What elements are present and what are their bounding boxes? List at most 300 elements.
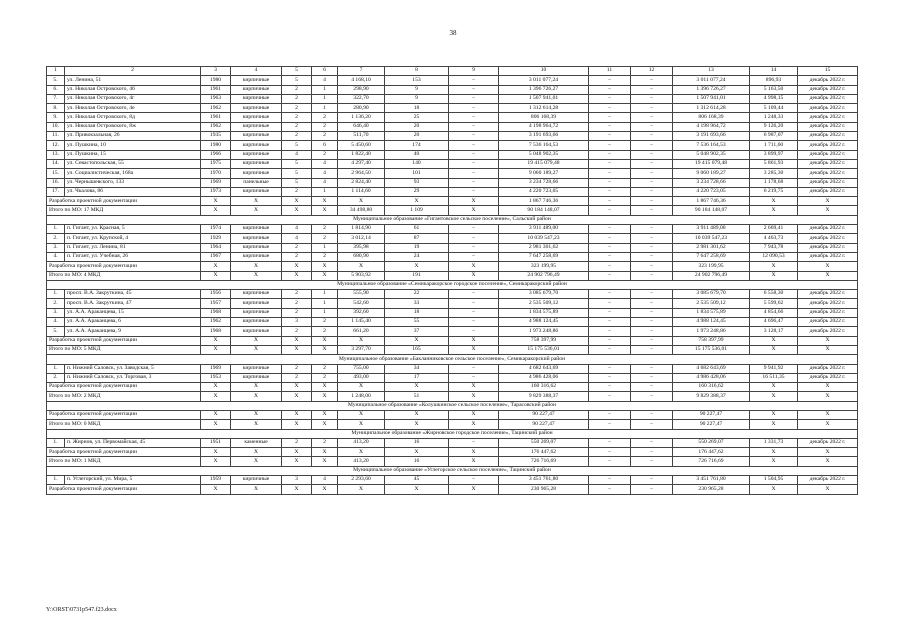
table-cell: 1 109 bbox=[385, 206, 449, 215]
table-cell: 4 bbox=[282, 225, 312, 234]
table-cell: 5 bbox=[282, 141, 312, 150]
table-cell: 4 988 124,45 bbox=[499, 318, 589, 327]
table-cell: 4 bbox=[312, 159, 338, 168]
table-cell: – bbox=[631, 410, 673, 419]
row-number: 3. bbox=[47, 243, 65, 252]
column-number: 8 bbox=[385, 67, 449, 76]
table-cell: X bbox=[798, 392, 858, 401]
table-cell: 3 451 761,80 bbox=[499, 476, 589, 485]
table-cell: X bbox=[231, 345, 282, 354]
table-cell: 90 227,47 bbox=[673, 410, 750, 419]
table-cell: 2 bbox=[312, 364, 338, 373]
table-cell: 3 085 679,70 bbox=[499, 290, 589, 299]
table-cell: 3 128,17 bbox=[750, 327, 798, 336]
section-title: Муниципальное образование «Колушкинское сельское поселение», Тарасовский район bbox=[47, 401, 858, 410]
table-cell: X bbox=[231, 457, 282, 466]
table-cell: 2 981 301,62 bbox=[499, 243, 589, 252]
table-cell: 93 bbox=[385, 178, 449, 187]
table-cell: – bbox=[589, 410, 631, 419]
table-cell: кирпичные bbox=[231, 252, 282, 261]
table-cell: X bbox=[798, 420, 858, 429]
section-title: Муниципальное образование «Жирновское городское поселение», Тацинский район bbox=[47, 429, 858, 438]
table-cell: X bbox=[449, 448, 499, 457]
table-cell: – bbox=[631, 438, 673, 447]
table-cell: 18 bbox=[385, 104, 449, 113]
table-cell: – bbox=[449, 178, 499, 187]
table-cell: 4 988 124,45 bbox=[673, 318, 750, 327]
table-cell: 90 227,47 bbox=[673, 420, 750, 429]
table-cell: – bbox=[589, 336, 631, 345]
row-number: 5. bbox=[47, 327, 65, 336]
table-row bbox=[47, 225, 858, 234]
address-cell: п. Нижний Саловск, ул. Заводская, 5 bbox=[65, 364, 201, 373]
table-cell: 806 168,39 bbox=[673, 113, 750, 122]
table-cell: 45 bbox=[385, 476, 449, 485]
table-cell: 1 bbox=[312, 243, 338, 252]
table-cell: – bbox=[589, 197, 631, 206]
table-cell: 4 682 643,69 bbox=[673, 364, 750, 373]
table-cell: 2 bbox=[282, 299, 312, 308]
table-cell: 6 219,75 bbox=[750, 187, 798, 196]
table-cell: X bbox=[312, 336, 338, 345]
table-cell: 726 716,69 bbox=[499, 457, 589, 466]
table-cell: 280,90 bbox=[338, 104, 385, 113]
table-cell: 2 bbox=[312, 113, 338, 122]
summary-row bbox=[47, 271, 858, 280]
table-cell: 1 507 941,01 bbox=[499, 94, 589, 103]
table-row bbox=[47, 364, 858, 373]
table-cell: X bbox=[282, 336, 312, 345]
summary-row bbox=[47, 410, 858, 419]
table-cell: 3 911 489,00 bbox=[499, 225, 589, 234]
table-cell: – bbox=[631, 383, 673, 392]
table-cell: 1 867 746,36 bbox=[673, 197, 750, 206]
table-cell: 550 269,07 bbox=[499, 438, 589, 447]
table-cell: – bbox=[631, 262, 673, 271]
table-cell: 896,93 bbox=[750, 76, 798, 85]
summary-label: Итого по МО: 5 МКД bbox=[47, 345, 201, 354]
table-cell: кирпичные bbox=[231, 113, 282, 122]
table-cell: 10 039 547,23 bbox=[499, 234, 589, 243]
table-cell: X bbox=[201, 271, 231, 280]
table-cell: – bbox=[449, 318, 499, 327]
table-cell: X bbox=[282, 457, 312, 466]
table-cell: 7 943,78 bbox=[750, 243, 798, 252]
table-cell: 1 136,20 bbox=[338, 113, 385, 122]
table-cell: X bbox=[750, 197, 798, 206]
address-cell: ул. Николая Островского, 46 bbox=[65, 85, 201, 94]
table-cell: X bbox=[449, 485, 499, 494]
address-cell: ул. Привокзальная, 26 bbox=[65, 132, 201, 141]
table-cell: 51 bbox=[385, 392, 449, 401]
column-number: 1 bbox=[47, 67, 65, 76]
table-cell: X bbox=[750, 485, 798, 494]
address-cell: ул. А.А. Араканцева, 9 bbox=[65, 327, 201, 336]
file-path: Y:\ORST\0731p547.f23.docx bbox=[46, 607, 117, 613]
address-cell: ул. Севастопольская, 55 bbox=[65, 159, 201, 168]
table-cell: 1969 bbox=[201, 364, 231, 373]
table-row bbox=[47, 234, 858, 243]
table-cell: X bbox=[312, 206, 338, 215]
column-number: 6 bbox=[312, 67, 338, 76]
table-cell: 3 bbox=[282, 476, 312, 485]
address-cell: ул. А.А. Араканцева, 6 bbox=[65, 318, 201, 327]
table-cell: 323 199,95 bbox=[499, 262, 589, 271]
table-cell: 1 973 248,86 bbox=[673, 327, 750, 336]
table-cell: – bbox=[449, 252, 499, 261]
table-row bbox=[47, 150, 858, 159]
table-cell: – bbox=[589, 234, 631, 243]
table-cell: 3 899,97 bbox=[750, 150, 798, 159]
table-cell: 18 bbox=[385, 308, 449, 317]
table-cell: X bbox=[385, 197, 449, 206]
table-cell: 1 507 941,01 bbox=[673, 94, 750, 103]
summary-row bbox=[47, 383, 858, 392]
table-cell: кирпичные bbox=[231, 318, 282, 327]
row-number: 17. bbox=[47, 187, 65, 196]
table-cell: 9 060 189,27 bbox=[499, 169, 589, 178]
table-cell: X bbox=[750, 262, 798, 271]
table-cell: – bbox=[449, 290, 499, 299]
address-cell: п. Гигант, ул. Ленина, 81 bbox=[65, 243, 201, 252]
table-cell: 4 998,15 bbox=[750, 94, 798, 103]
table-cell: 1 331,73 bbox=[750, 438, 798, 447]
table-cell: X bbox=[385, 420, 449, 429]
table-cell: – bbox=[631, 271, 673, 280]
table-cell: 1 867 746,36 bbox=[499, 197, 589, 206]
table-cell: 4 198 964,72 bbox=[499, 122, 589, 131]
table-cell: – bbox=[449, 122, 499, 131]
address-cell: п. Гигант, ул. Красная, 5 bbox=[65, 225, 201, 234]
table-row bbox=[47, 438, 858, 447]
table-cell: X bbox=[750, 392, 798, 401]
address-cell: ул. А.А. Араканцева, 15 bbox=[65, 308, 201, 317]
summary-label: Разработка проектной документации bbox=[47, 197, 201, 206]
table-cell: – bbox=[589, 345, 631, 354]
column-number: 12 bbox=[631, 67, 673, 76]
table-row bbox=[47, 113, 858, 122]
table-cell: X bbox=[312, 392, 338, 401]
table-row bbox=[47, 252, 858, 261]
table-cell: кирпичные bbox=[231, 104, 282, 113]
table-cell: 1973 bbox=[201, 187, 231, 196]
table-cell: – bbox=[589, 225, 631, 234]
table-cell: 1 248,33 bbox=[750, 113, 798, 122]
table-cell: 322,70 bbox=[338, 94, 385, 103]
table-cell: 2 535 509,12 bbox=[673, 299, 750, 308]
table-row bbox=[47, 178, 858, 187]
table-cell: – bbox=[449, 113, 499, 122]
table-cell: кирпичные bbox=[231, 308, 282, 317]
table-cell: X bbox=[385, 485, 449, 494]
table-cell: – bbox=[449, 308, 499, 317]
table-cell: X bbox=[449, 392, 499, 401]
row-number: 7. bbox=[47, 94, 65, 103]
table-cell: 1 bbox=[312, 290, 338, 299]
table-cell: X bbox=[385, 262, 449, 271]
table-cell: X bbox=[312, 262, 338, 271]
address-cell: просп. В.А. Закруткина, 47 bbox=[65, 299, 201, 308]
table-cell: 5 903,92 bbox=[338, 271, 385, 280]
table-cell: – bbox=[631, 345, 673, 354]
table-cell: X bbox=[282, 197, 312, 206]
address-cell: ул. Николая Островского, 8ж bbox=[65, 122, 201, 131]
table-cell: – bbox=[631, 364, 673, 373]
table-cell: кирпичные bbox=[231, 150, 282, 159]
table-cell: 7 647 258,69 bbox=[499, 252, 589, 261]
table-cell: 55 bbox=[385, 318, 449, 327]
table-row bbox=[47, 327, 858, 336]
table-cell: 90 227,47 bbox=[499, 420, 589, 429]
table-cell: 1 396 726,27 bbox=[673, 85, 750, 94]
table-cell: – bbox=[589, 252, 631, 261]
row-number: 9. bbox=[47, 113, 65, 122]
table-cell: – bbox=[631, 290, 673, 299]
table-cell: 4 854,66 bbox=[750, 308, 798, 317]
table-cell: 230 965,28 bbox=[499, 485, 589, 494]
table-cell: – bbox=[449, 373, 499, 382]
table-cell: X bbox=[449, 345, 499, 354]
table-cell: X bbox=[798, 485, 858, 494]
row-number: 1. bbox=[47, 290, 65, 299]
address-cell: ул. Чернышевского, 133 bbox=[65, 178, 201, 187]
table-cell: – bbox=[589, 206, 631, 215]
table-cell: 9 941,92 bbox=[750, 364, 798, 373]
table-cell: 33 bbox=[385, 299, 449, 308]
table-cell: – bbox=[589, 476, 631, 485]
table-cell: X bbox=[798, 336, 858, 345]
table-cell: декабрь 2022 г. bbox=[798, 308, 858, 317]
table-cell: X bbox=[201, 383, 231, 392]
table-cell: 4 696,47 bbox=[750, 318, 798, 327]
table-cell: 493,00 bbox=[338, 373, 385, 382]
table-cell: кирпичные bbox=[231, 476, 282, 485]
table-cell: 6 558,30 bbox=[750, 290, 798, 299]
table-cell: 1 bbox=[312, 104, 338, 113]
table-row bbox=[47, 159, 858, 168]
table-row bbox=[47, 94, 858, 103]
table-cell: 2 bbox=[312, 225, 338, 234]
table-cell: 1980 bbox=[201, 76, 231, 85]
table-cell: 3 285,30 bbox=[750, 169, 798, 178]
table-cell: декабрь 2022 г. bbox=[798, 243, 858, 252]
table-cell: – bbox=[589, 243, 631, 252]
table-cell: 4 bbox=[312, 476, 338, 485]
column-number: 15 bbox=[798, 67, 858, 76]
table-cell: 2 bbox=[312, 373, 338, 382]
table-cell: декабрь 2022 г. bbox=[798, 225, 858, 234]
table-cell: 90 184 148,07 bbox=[673, 206, 750, 215]
table-cell: декабрь 2022 г. bbox=[798, 290, 858, 299]
table-cell: 5 109,44 bbox=[750, 104, 798, 113]
table-cell: 5 599,62 bbox=[750, 299, 798, 308]
table-cell: 542,60 bbox=[338, 299, 385, 308]
table-cell: 4 bbox=[312, 169, 338, 178]
table-cell: – bbox=[449, 132, 499, 141]
table-cell: – bbox=[589, 308, 631, 317]
table-cell: 413,20 bbox=[338, 457, 385, 466]
table-cell: 3 234 728,66 bbox=[499, 178, 589, 187]
table-cell: 2 bbox=[312, 234, 338, 243]
table-cell: 413,20 bbox=[338, 438, 385, 447]
address-cell: п. Гигант, ул. Учебная, 26 bbox=[65, 252, 201, 261]
table-cell: 4 463,73 bbox=[750, 234, 798, 243]
table-cell: X bbox=[282, 345, 312, 354]
row-number: 4. bbox=[47, 318, 65, 327]
table-cell: 1 834 575,89 bbox=[673, 308, 750, 317]
table-cell: каменные bbox=[231, 438, 282, 447]
column-number: 9 bbox=[449, 67, 499, 76]
table-cell: 3 bbox=[282, 318, 312, 327]
row-number: 1. bbox=[47, 364, 65, 373]
address-cell: ул. Пушкина, 15 bbox=[65, 150, 201, 159]
table-cell: 24 902 796,49 bbox=[673, 271, 750, 280]
table-cell: 1929 bbox=[201, 234, 231, 243]
table-cell: – bbox=[449, 76, 499, 85]
table-cell: 19 415 079,48 bbox=[499, 159, 589, 168]
table-cell: 9 bbox=[385, 94, 449, 103]
table-cell: – bbox=[631, 132, 673, 141]
table-cell: 4 bbox=[312, 178, 338, 187]
table-cell: 3 191 693,66 bbox=[499, 132, 589, 141]
address-cell: п. Нижний Саловск, ул. Торговая, 3 bbox=[65, 373, 201, 382]
table-cell: 1959 bbox=[201, 476, 231, 485]
table-cell: 1 114,60 bbox=[338, 187, 385, 196]
table-cell: декабрь 2022 г. bbox=[798, 187, 858, 196]
table-cell: – bbox=[631, 308, 673, 317]
table-cell: декабрь 2022 г. bbox=[798, 178, 858, 187]
table-cell: X bbox=[338, 410, 385, 419]
table-cell: – bbox=[589, 392, 631, 401]
table-cell: 1 145,40 bbox=[338, 318, 385, 327]
table-cell: 2 bbox=[282, 122, 312, 131]
row-number: 12. bbox=[47, 141, 65, 150]
table-cell: декабрь 2022 г. bbox=[798, 438, 858, 447]
table-cell: 2 293,60 bbox=[338, 476, 385, 485]
table-cell: 9 060 189,27 bbox=[673, 169, 750, 178]
table-cell: – bbox=[449, 150, 499, 159]
table-cell: 2 bbox=[282, 438, 312, 447]
table-cell: 1968 bbox=[201, 308, 231, 317]
row-number: 1. bbox=[47, 476, 65, 485]
summary-row bbox=[47, 420, 858, 429]
table-cell: – bbox=[631, 225, 673, 234]
table-cell: 1 834 575,89 bbox=[499, 308, 589, 317]
table-cell: X bbox=[231, 410, 282, 419]
table-cell: кирпичные bbox=[231, 364, 282, 373]
table-cell: 1975 bbox=[201, 159, 231, 168]
table-cell: 140 bbox=[385, 159, 449, 168]
table-cell: 2 bbox=[312, 150, 338, 159]
table-cell: – bbox=[589, 262, 631, 271]
table-cell: декабрь 2022 г. bbox=[798, 122, 858, 131]
table-cell: 1 822,40 bbox=[338, 150, 385, 159]
table-cell: 176 447,62 bbox=[499, 448, 589, 457]
table-cell: 5 048 902,35 bbox=[499, 150, 589, 159]
table-cell: X bbox=[449, 383, 499, 392]
table-cell: – bbox=[589, 187, 631, 196]
table-cell: X bbox=[231, 206, 282, 215]
table-cell: 4 986 428,06 bbox=[673, 373, 750, 382]
table-cell: 2 bbox=[282, 104, 312, 113]
table-cell: 4 198 964,72 bbox=[673, 122, 750, 131]
table-cell: X bbox=[312, 410, 338, 419]
table-cell: X bbox=[338, 262, 385, 271]
table-cell: 6 bbox=[312, 141, 338, 150]
table-cell: X bbox=[798, 197, 858, 206]
table-cell: кирпичные bbox=[231, 94, 282, 103]
table-cell: 6 987,07 bbox=[750, 132, 798, 141]
table-row bbox=[47, 85, 858, 94]
table-cell: 1953 bbox=[201, 373, 231, 382]
table-cell: 16 bbox=[385, 457, 449, 466]
table-cell: кирпичные bbox=[231, 234, 282, 243]
table-cell: X bbox=[312, 271, 338, 280]
address-cell: ул. Пушкина, 10 bbox=[65, 141, 201, 150]
table-cell: – bbox=[631, 457, 673, 466]
section-title: Муниципальное образование «Семикаракорское городское поселение», Семикаракорский район bbox=[47, 280, 858, 289]
column-number-row bbox=[47, 67, 858, 76]
summary-label: Итого по МО: 2 МКД bbox=[47, 392, 201, 401]
address-cell: ул. Николая Островского, 8д bbox=[65, 113, 201, 122]
table-cell: 2 bbox=[282, 113, 312, 122]
section-title: Муниципальное образование «Углегорское сельское поселение», Тацинский район bbox=[47, 466, 858, 475]
summary-label: Итого по МО: 1 МКД bbox=[47, 457, 201, 466]
row-number: 8. bbox=[47, 104, 65, 113]
table-cell: – bbox=[449, 94, 499, 103]
address-cell: просп. В.А. Закруткина, 45 bbox=[65, 290, 201, 299]
table-cell: X bbox=[231, 420, 282, 429]
table-cell: 5 048 902,35 bbox=[673, 150, 750, 159]
row-number: 2. bbox=[47, 373, 65, 382]
table-cell: – bbox=[589, 76, 631, 85]
summary-row bbox=[47, 392, 858, 401]
table-cell: – bbox=[589, 420, 631, 429]
table-cell: 1966 bbox=[201, 150, 231, 159]
summary-row bbox=[47, 197, 858, 206]
table-cell: X bbox=[282, 448, 312, 457]
table-cell: 395,98 bbox=[338, 243, 385, 252]
table-cell: 2 bbox=[282, 94, 312, 103]
table-cell: 16 bbox=[385, 438, 449, 447]
table-cell: – bbox=[449, 438, 499, 447]
table-cell: 2 bbox=[312, 327, 338, 336]
table-cell: 15 175 536,01 bbox=[673, 345, 750, 354]
table-cell: – bbox=[631, 141, 673, 150]
table-row bbox=[47, 373, 858, 382]
table-cell: декабрь 2022 г. bbox=[798, 318, 858, 327]
summary-label: Разработка проектной документации bbox=[47, 383, 201, 392]
column-number: 10 bbox=[499, 67, 589, 76]
table-cell: X bbox=[282, 271, 312, 280]
table-cell: декабрь 2022 г. bbox=[798, 169, 858, 178]
summary-row bbox=[47, 457, 858, 466]
table-cell: – bbox=[449, 299, 499, 308]
summary-row bbox=[47, 206, 858, 215]
table-cell: 9 829 388,37 bbox=[673, 392, 750, 401]
table-cell: – bbox=[589, 383, 631, 392]
table-cell: 2 535 509,12 bbox=[499, 299, 589, 308]
summary-label: Разработка проектной документации bbox=[47, 262, 201, 271]
table-cell: 2 bbox=[282, 85, 312, 94]
row-number: 1. bbox=[47, 438, 65, 447]
table-cell: – bbox=[631, 327, 673, 336]
table-cell: – bbox=[631, 373, 673, 382]
table-cell: X bbox=[750, 271, 798, 280]
table-cell: – bbox=[631, 169, 673, 178]
table-cell: 9 829 388,37 bbox=[499, 392, 589, 401]
section-title: Муниципальное образование «Гигантовское сельское поселение», Сальский район bbox=[47, 215, 858, 224]
